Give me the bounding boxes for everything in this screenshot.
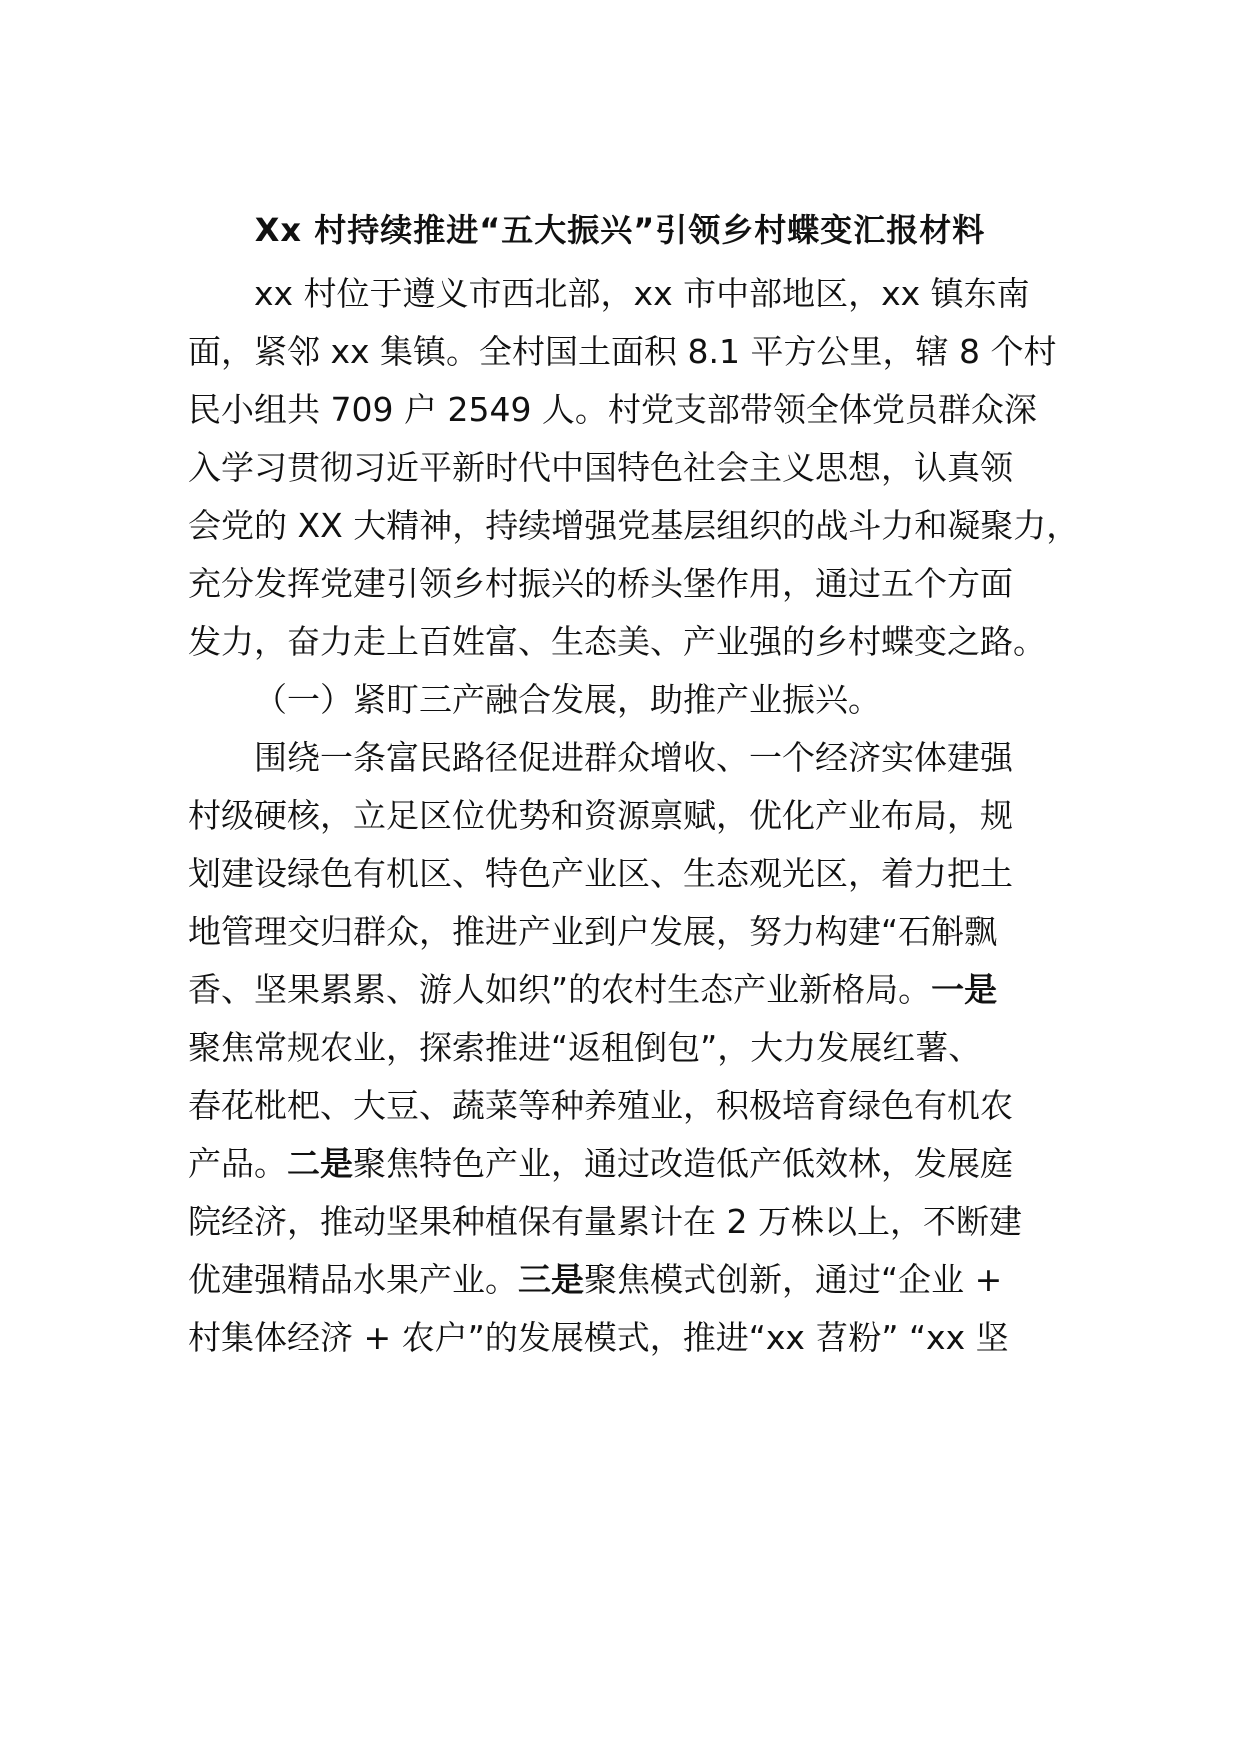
- line-text: 聚焦模式创新，通过“企业 +: [584, 1260, 1003, 1299]
- paragraph-line: 划建设绿色有机区、特色产业区、生态观光区，着力把土: [188, 854, 1013, 893]
- bold-marker-2: 二是: [287, 1144, 353, 1183]
- paragraph-line: 院经济，推动坚果种植保有量累计在 2 万株以上，不断建: [188, 1202, 1022, 1241]
- paragraph-line: 聚焦常规农业，探索推进“返租倒包”，大力发展红薯、: [188, 1028, 982, 1067]
- document-title: Xx 村持续推进“五大振兴”引领乡村蝶变汇报材料: [254, 211, 986, 249]
- line-text: 聚焦特色产业，通过改造低产低效林，发展庭: [353, 1144, 1013, 1183]
- line-text: 香、坚果累累、游人如织”的农村生态产业新格局。: [188, 970, 932, 1009]
- paragraph-line: 民小组共 709 户 2549 人。村党支部带领全体党员群众深: [188, 390, 1037, 429]
- paragraph-line: 面，紧邻 xx 集镇。全村国土面积 8.1 平方公里，辖 8 个村: [188, 332, 1057, 371]
- paragraph-line: xx 村位于遵义市西北部，xx 市中部地区，xx 镇东南: [254, 274, 1030, 313]
- line-text: 产品。: [188, 1144, 287, 1183]
- line-text: 优建强精品水果产业。: [188, 1260, 518, 1299]
- paragraph-line: [188, 966, 997, 1014]
- paragraph-line: 春花枇杷、大豆、蔬菜等种养殖业，积极培育绿色有机农: [188, 1086, 1013, 1125]
- section-heading: （一）紧盯三产融合发展，助推产业振兴。: [254, 680, 881, 719]
- paragraph-line: [188, 1140, 1013, 1188]
- paragraph-line: 充分发挥党建引领乡村振兴的桥头堡作用，通过五个方面: [188, 564, 1013, 603]
- paragraph-line: 村级硬核，立足区位优势和资源禀赋，优化产业布局，规: [188, 796, 1013, 835]
- bold-marker-1: 一是: [931, 970, 998, 1009]
- paragraph-line: 围绕一条富民路径促进群众增收、一个经济实体建强: [254, 738, 1013, 777]
- paragraph-line: 入学习贯彻习近平新时代中国特色社会主义思想，认真领: [188, 448, 1013, 487]
- paragraph-line: 发力，奋力走上百姓富、生态美、产业强的乡村蝶变之路。: [188, 622, 1046, 661]
- bold-marker-3: 三是: [518, 1260, 584, 1299]
- paragraph-line: 村集体经济 + 农户”的发展模式，推进“xx 苕粉” “xx 坚: [188, 1318, 1009, 1357]
- paragraph-line: [188, 1256, 1002, 1304]
- paragraph-line: 地管理交归群众，推进产业到户发展，努力构建“石斛飘: [188, 912, 998, 951]
- paragraph-line: 会党的 XX 大精神，持续增强党基层组织的战斗力和凝聚力，: [188, 506, 1080, 545]
